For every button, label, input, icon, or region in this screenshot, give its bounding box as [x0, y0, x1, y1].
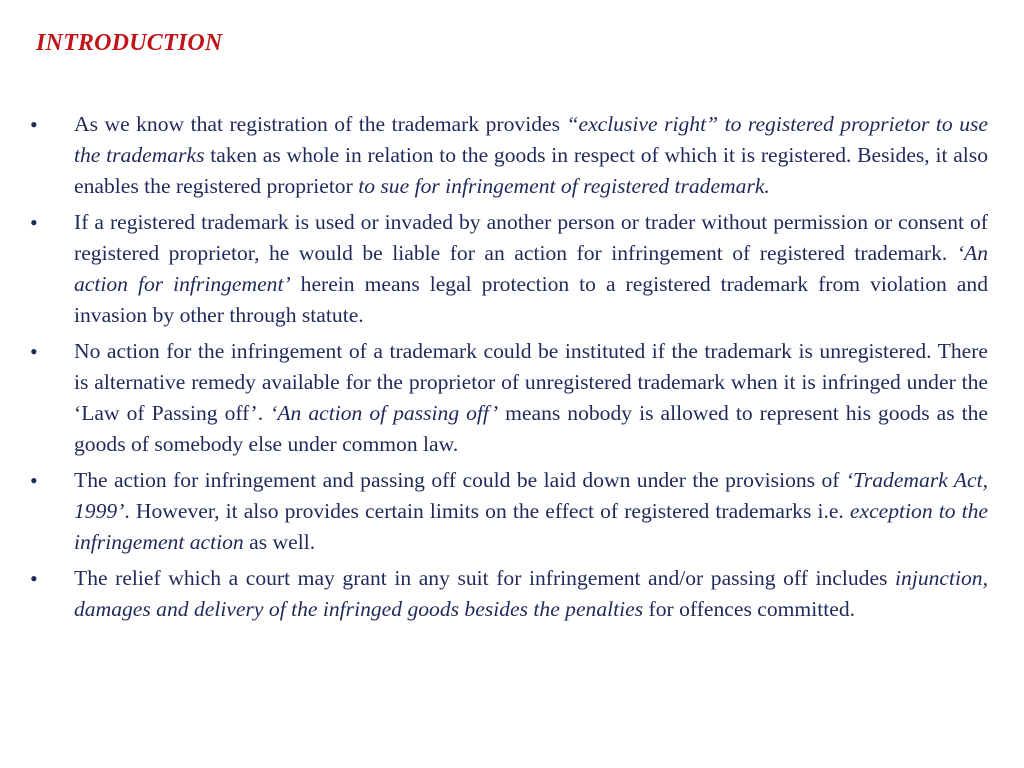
- bullet-dot: •: [30, 112, 38, 137]
- bullet-text-segment: The relief which a court may grant in any suit for infringement and/or passing off includes: [74, 566, 896, 590]
- bullet-item: [30, 465, 988, 558]
- bullet-text-segment: The action for infringement and passing off could be laid down under the provisions of: [74, 468, 846, 492]
- bullet-item: [30, 336, 988, 460]
- bullet-text-emphasis: to sue for infringement of registered trademark.: [358, 174, 770, 198]
- bullet-text-segment: As we know that registration of the trademark provides: [74, 112, 567, 136]
- bullet-text-emphasis: ‘An action of passing off’: [270, 401, 499, 425]
- bullet-text-emphasis: exception to the infringement action: [74, 499, 988, 554]
- bullet-text-segment: taken as whole in relation to the goods in respect of which it is registered. Besides, it also enables the registered proprietor: [74, 143, 988, 198]
- bullet-text-segment: as well.: [243, 530, 316, 554]
- bullet-dot: •: [30, 210, 38, 235]
- bullet-item: [30, 563, 988, 625]
- bullet-text-emphasis: ‘Trademark Act, 1999’: [74, 468, 988, 523]
- bullet-text-segment: means nobody is allowed to represent his goods as the goods of somebody else under common law.: [74, 401, 988, 456]
- bullet-text-emphasis: “exclusive right” to registered proprietor to use the trademarks: [74, 112, 988, 167]
- bullet-text: [74, 109, 988, 202]
- slide-title: INTRODUCTION: [36, 30, 223, 56]
- bullet-text: [74, 465, 988, 558]
- bullet-text-segment: for offences committed.: [643, 597, 856, 621]
- bullet-text-segment: . However, it also provides certain limits on the effect of registered trademarks i.e.: [124, 499, 850, 523]
- bullet-list: [30, 109, 988, 630]
- bullet-text-segment: If a registered trademark is used or invaded by another person or trader without permission or consent of registered proprietor, he would be liable for an action for infringement of registered trademark.: [74, 210, 988, 265]
- bullet-dot: •: [30, 468, 38, 493]
- bullet-dot: •: [30, 566, 38, 591]
- bullet-item: [30, 207, 988, 331]
- bullet-text: [74, 207, 988, 331]
- bullet-text-emphasis: ‘An action for infringement’: [74, 241, 988, 296]
- bullet-text-segment: No action for the infringement of a trademark could be instituted if the trademark is unregistered. There is alternative remedy available for the proprietor of unregistered trademark when it is infringed under the ‘Law of Passing off’.: [74, 339, 988, 425]
- bullet-text: [74, 563, 988, 625]
- bullet-dot: •: [30, 339, 38, 364]
- bullet-text-segment: herein means legal protection to a registered trademark from violation and invasion by other through statute.: [74, 272, 988, 327]
- bullet-text: [74, 336, 988, 460]
- bullet-text-emphasis: injunction, damages and delivery of the infringed goods besides the penalties: [74, 566, 988, 621]
- bullet-item: [30, 109, 988, 202]
